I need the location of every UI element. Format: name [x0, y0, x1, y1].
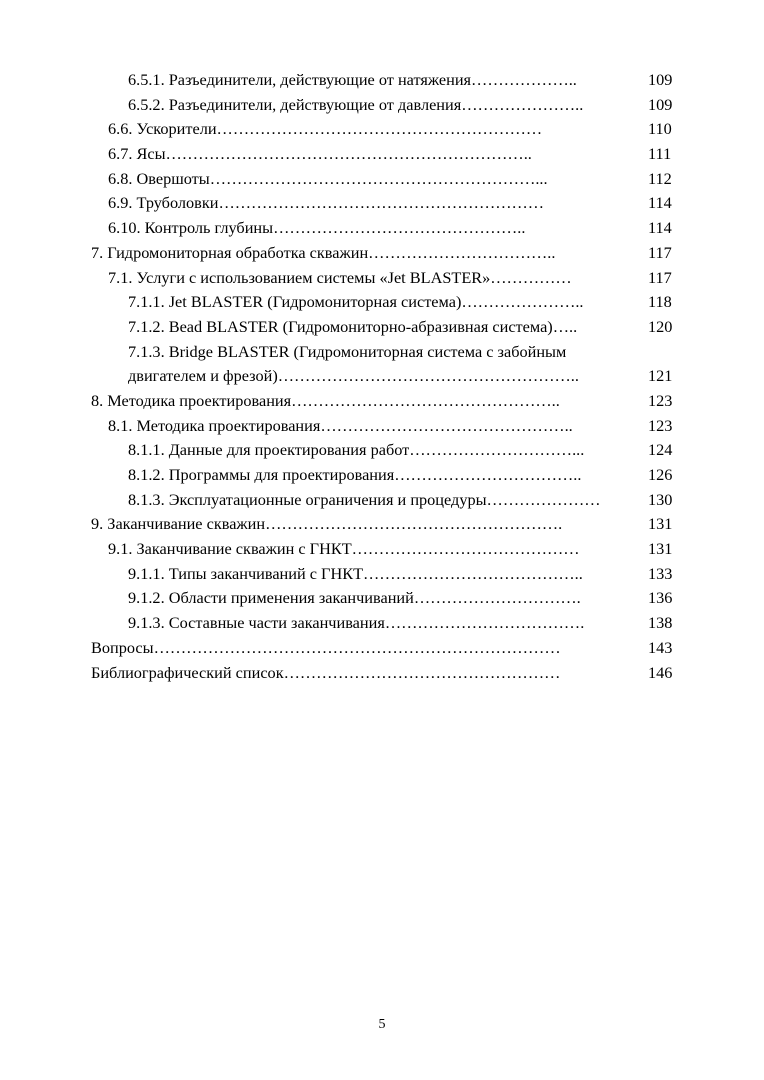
toc-entry-title: 8. Методика проектирования………………………………………….. — [91, 390, 560, 410]
toc-entry-title: 6.5.2. Разъединители, действующие от давления………………….. — [128, 94, 584, 114]
toc-entry-title: 7.1. Услуги с использованием системы «Jet BLASTER»…………… — [108, 267, 572, 287]
toc-entry-page: 138 — [648, 613, 673, 633]
toc-entry-title: 6.8. Овершоты……………………………………………………... — [108, 168, 548, 188]
toc-entry — [0, 266, 764, 291]
page-number: 5 — [378, 1017, 386, 1032]
toc-entry-title: 7.1.1. Jet BLASTER (Гидромониторная система)………………….. — [128, 292, 584, 312]
toc-entry — [0, 290, 764, 315]
toc-entry-title: 6.5.1. Разъединители, действующие от натяжения……………….. — [128, 70, 577, 89]
toc-entry-page: 112 — [648, 168, 672, 188]
toc-entry-page: 136 — [648, 588, 673, 608]
toc-entry-title: 9.1. Заканчивание скважин с ГНКТ…………………………………… — [108, 539, 580, 559]
toc-entry-page: 117 — [648, 267, 672, 287]
toc-entry-page: 146 — [648, 662, 673, 682]
toc-entry — [0, 414, 764, 439]
toc-entry-page: 123 — [648, 390, 673, 410]
toc-entry-page: 133 — [648, 563, 673, 583]
toc-entry — [0, 389, 764, 414]
toc-entry — [0, 315, 764, 340]
toc-entry-page: 143 — [648, 637, 673, 657]
toc-entry-title: 8.1.2. Программы для проектирования…………………………….. — [128, 465, 582, 485]
toc-entry-title: Библиографический список…………………………………………… — [91, 662, 561, 682]
toc-entry — [0, 438, 764, 463]
toc-entry-page: 121 — [648, 366, 673, 386]
toc-entry — [0, 586, 764, 611]
toc-entry-title: 7. Гидромониторная обработка скважин…………………………….. — [91, 242, 556, 262]
toc-entry — [0, 167, 764, 192]
toc-entry-page: 109 — [648, 70, 673, 89]
toc-entry-title: 6.7. Ясы………………………………………………………….. — [108, 144, 532, 164]
toc-entry-title: 9.1.1. Типы заканчиваний с ГНКТ………………………………….. — [128, 563, 583, 583]
toc-entry-title: 8.1.3. Эксплуатационные ограничения и процедуры………………… — [128, 489, 601, 509]
toc-entry-page: 117 — [648, 242, 672, 262]
toc-entry — [0, 142, 764, 167]
toc-entry-page: 124 — [648, 440, 673, 460]
toc-entry-title: 6.9. Труболовки…………………………………………………… — [108, 193, 545, 213]
toc-entry-title: 9.1.3. Составные части заканчивания………………………………. — [128, 613, 585, 633]
toc-entry — [0, 216, 764, 241]
toc-entry-page: 110 — [648, 119, 672, 139]
table-of-contents — [0, 68, 764, 685]
toc-entry — [0, 512, 764, 537]
toc-entry-title: 8.1.1. Данные для проектирования работ…………………………... — [128, 440, 585, 460]
toc-entry — [0, 562, 764, 587]
toc-entry-page: 120 — [648, 316, 673, 336]
toc-entry-title: 9. Заканчивание скважин………………………………………………. — [91, 514, 563, 534]
toc-entry — [0, 636, 764, 661]
toc-entry-title: 6.6. Ускорители…………………………………………………… — [108, 119, 543, 139]
toc-entry — [0, 93, 764, 118]
toc-entry-page: 118 — [648, 292, 672, 312]
toc-entry — [0, 537, 764, 562]
toc-entry — [0, 117, 764, 142]
toc-entry-page: 114 — [648, 193, 672, 213]
toc-entry-page: 109 — [648, 94, 673, 114]
toc-entry-title: 8.1. Методика проектирования……………………………………….. — [108, 415, 573, 435]
toc-entry — [0, 488, 764, 513]
toc-entry-title: Вопросы………………………………………………………………… — [91, 637, 561, 657]
toc-entry — [0, 68, 764, 93]
toc-entry-page: 123 — [648, 415, 673, 435]
toc-entry-page: 111 — [648, 144, 672, 164]
toc-entry — [0, 463, 764, 488]
toc-entry-page: 130 — [648, 489, 673, 509]
toc-entry — [0, 661, 764, 686]
toc-entry-title: 6.10. Контроль глубины……………………………………….. — [108, 218, 526, 238]
toc-entry-page: 131 — [648, 539, 673, 559]
toc-entry-title: 7.1.2. Bead BLASTER (Гидромониторно-абразивная система)….. — [128, 316, 578, 336]
toc-entry-page: 131 — [648, 514, 673, 534]
toc-entry — [0, 340, 764, 389]
toc-entry-page: 114 — [648, 218, 672, 238]
toc-entry-title: 9.1.2. Области применения заканчиваний…………………………. — [128, 588, 581, 608]
toc-entry — [0, 241, 764, 266]
toc-entry — [0, 191, 764, 216]
toc-entry — [0, 611, 764, 636]
toc-entry-page: 126 — [648, 465, 673, 485]
toc-entry-title: 7.1.3. Bridge BLASTER (Гидромониторная система с забойным двигателем и фрезой)……………………………………………….. — [128, 341, 579, 386]
